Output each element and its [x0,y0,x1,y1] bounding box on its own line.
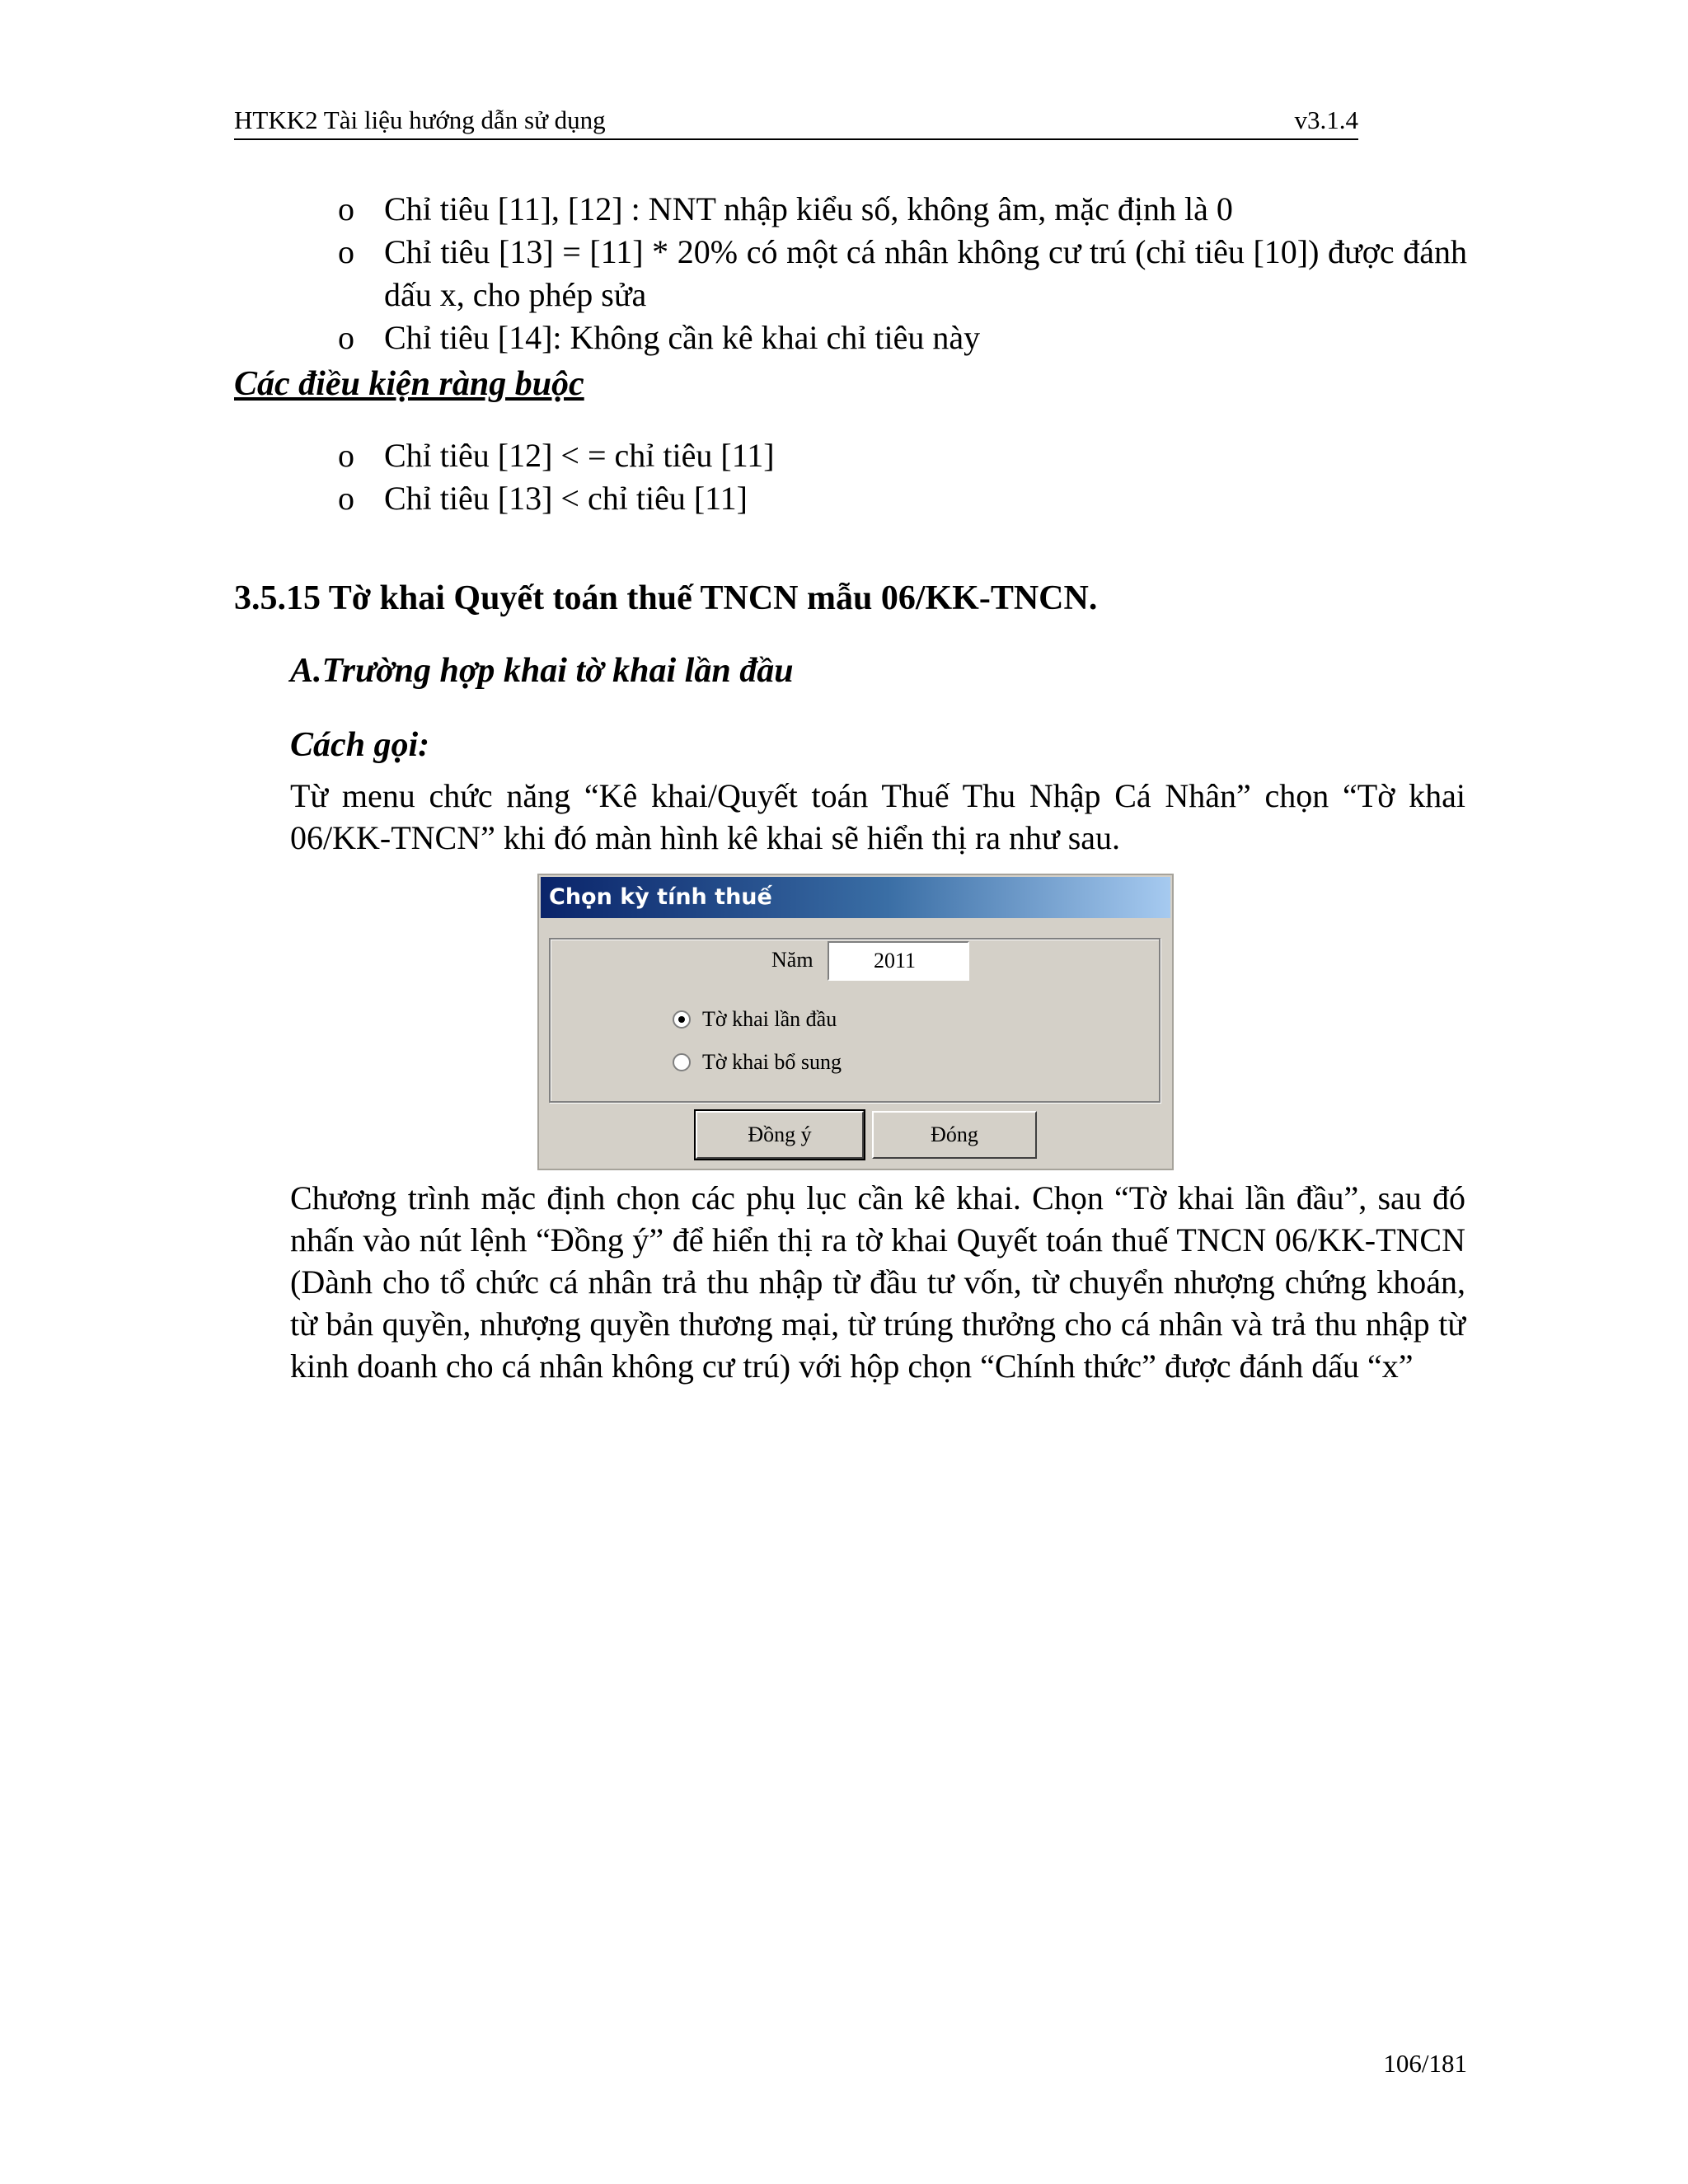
list-item-text: Chỉ tiêu [12] < = chỉ tiêu [11] [384,437,775,474]
list-item [338,434,1467,477]
year-label: Năm [771,948,814,972]
year-input[interactable]: 2011 [828,941,969,981]
list-item-text: Chỉ tiêu [14]: Không cần kê khai chỉ tiêu này [384,319,981,356]
header-title: HTKK2 Tài liệu hướng dẫn sử dụng [234,105,606,134]
list-item-text: Chỉ tiêu [13] = [11] * 20% có một cá nhân không cư trú (chỉ tiêu [10]) được đánh dấu x, cho phép sửa [384,233,1467,313]
paragraph-explanation: Chương trình mặc định chọn các phụ lục cần kê khai. Chọn “Tờ khai lần đầu”, sau đó nhấn vào nút lệnh “Đồng ý” để hiển thị ra tờ khai Quyết toán thuế TNCN 06/KK-TNCN (Dành cho tổ chức cá nhân trả thu nhập từ đầu tư vốn, từ chuyển nhượng chứng khoán, từ bản quyền, nhượng quyền thương mại, từ trúng thưởng cho cá nhân và trả thu nhập từ kinh doanh cho cá nhân không cư trú) với hộp chọn “Chính thức” được đánh dấu “x” [290,1179,1465,1385]
list-item [338,316,1467,359]
list-item-text: Chỉ tiêu [13] < chỉ tiêu [11] [384,480,748,517]
bullet-marker: o [338,190,354,227]
bullet-list-conditions [338,434,1467,520]
radio-supplementary-declaration[interactable] [673,1050,842,1075]
list-item [338,477,1467,520]
bullet-marker: o [338,480,354,517]
page-header [234,105,1358,140]
paragraph-intro: Từ menu chức năng “Kê khai/Quyết toán Thuế Thu Nhập Cá Nhân” chọn “Tờ khai 06/KK-TNCN” khi đó màn hình kê khai sẽ hiển thị ra như sau. [290,777,1465,856]
dialog-title: Chọn kỳ tính thuế [541,877,1170,918]
subheading-first-declaration: A.Trường hợp khai tờ khai lần đầu [290,652,794,690]
list-item [338,231,1467,316]
radio-checked-icon[interactable] [673,1010,691,1029]
page-number: 106/181 [1383,2049,1467,2078]
section-heading: 3.5.15 Tờ khai Quyết toán thuế TNCN mẫu 06/KK-TNCN. [234,579,1098,617]
radio-unchecked-icon[interactable] [673,1053,691,1071]
radio-supplement-label: Tờ khai bổ sung [702,1050,842,1074]
radio-first-label: Tờ khai lần đầu [702,1007,837,1031]
conditions-heading: Các điều kiện ràng buộc [234,365,584,403]
list-item [338,188,1467,231]
agree-button[interactable]: Đồng ý [696,1111,864,1159]
subheading-how-to-call: Cách gọi: [290,726,430,764]
header-version: v3.1.4 [1294,105,1358,134]
radio-first-declaration[interactable] [673,1007,837,1032]
bullet-list-fields [338,188,1467,359]
bullet-marker: o [338,319,354,356]
bullet-marker: o [338,437,354,474]
close-button[interactable]: Đóng [872,1111,1037,1159]
list-item-text: Chỉ tiêu [11], [12] : NNT nhập kiểu số, không âm, mặc định là 0 [384,190,1233,227]
bullet-marker: o [338,233,354,270]
